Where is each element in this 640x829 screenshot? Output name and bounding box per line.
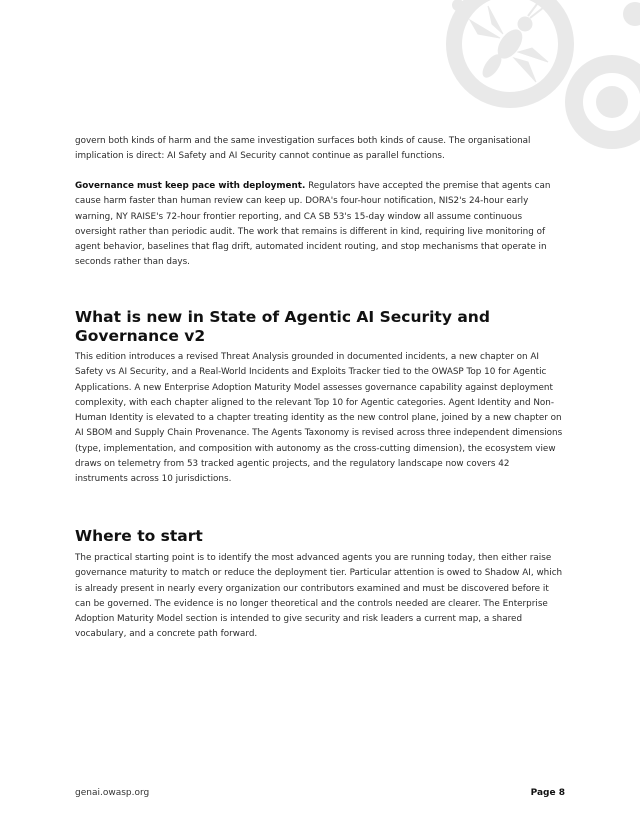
where-to-start-paragraph: The practical starting point is to identify the most advanced agents you are running today, then either raise governance maturity to match or reduce the deployment tier. Particular attention is owed to Shadow AI, which is already present in nearly every organization our contributors examined and must be discovered before it can be governed. The evidence is no longer theoretical and the controls needed are clearer. The Enterprise Adoption Maturity Model section is intended to give security and risk leaders a current map, a shared vocabulary, and a concrete path forward.	[75, 553, 563, 640]
whats-new-heading: What is new in State of Agentic AI Security and Governance v2	[75, 308, 490, 345]
footer-site-link[interactable]: genai.owasp.org	[75, 788, 150, 798]
where-to-start-heading: Where to start	[75, 527, 203, 545]
governance-lead: Governance must keep pace with deployment.	[75, 181, 306, 191]
intro-paragraph: govern both kinds of harm and the same investigation surfaces both kinds of cause. The organisational implication is direct: AI Safety and AI Security cannot continue as parallel functions.	[75, 136, 531, 162]
whats-new-paragraph: This edition introduces a revised Threat Analysis grounded in documented incidents, a new chapter on AI Safety vs AI Security, and a Real-World Incidents and Exploits Tracker tied to the OWASP Top 10 for Agentic Applications. A new Enterprise Adoption Maturity Model assesses governance capability against deployment complexity, with each chapter aligned to the relevant Top 10 for Agentic categories. Agent Identity and Non-Human Identity is elevated to a chapter treating identity as the new control plane, joined by a new chapter on AI SBOM and Supply Chain Provenance. The Agents Taxonomy is revised across three independent dimensions (type, implementation, and composition with autonomy as the cross-cutting dimension), the ecosystem view draws on telemetry from 53 tracked agentic projects, and the regulatory landscape now covers 42 instruments across 10 jurisdictions.	[75, 352, 563, 485]
page-number: Page 8	[530, 788, 565, 798]
governance-paragraph	[75, 179, 565, 271]
governance-body: Regulators have accepted the premise that agents can cause harm faster than human review can keep up. DORA's four-hour notification, NIS2's 24-hour early warning, NY RAISE's 72-hour frontier reporting, and CA SB 53's 15-day window all assume continuous oversight rather than periodic audit. The work that remains is different in kind, requiring live monitoring of agent behavior, baselines that flag drift, automated incident routing, and stop mechanisms that operate in seconds rather than days.	[75, 181, 551, 268]
